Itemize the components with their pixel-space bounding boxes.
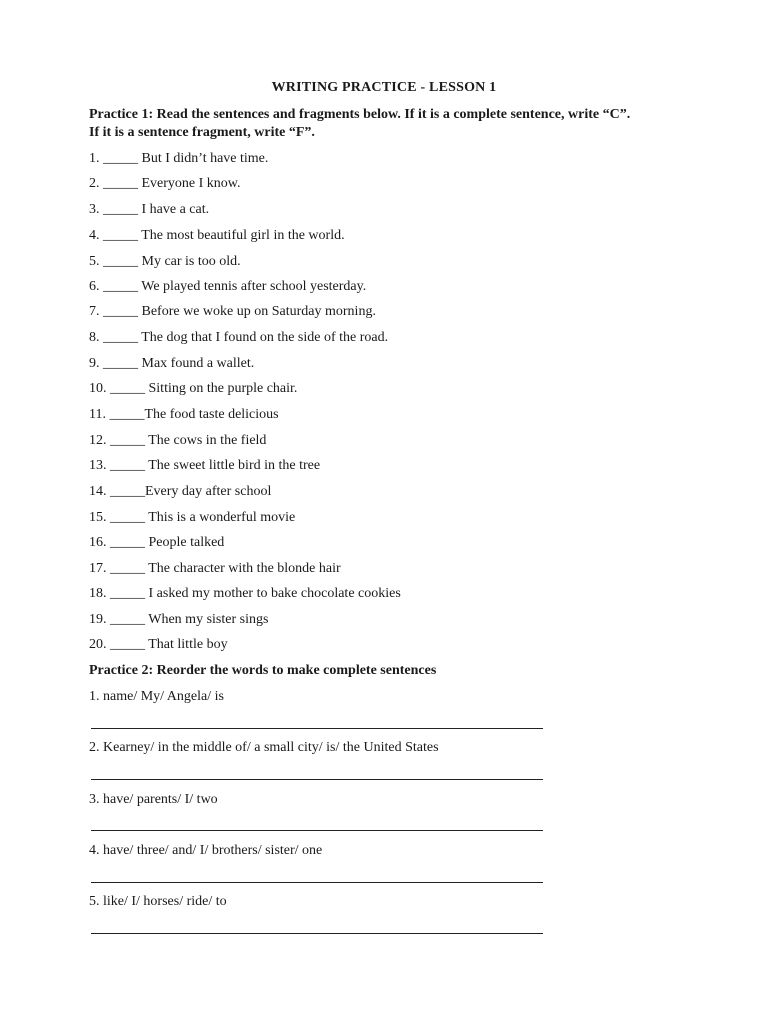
practice1-item: 12. _____ The cows in the field [89, 433, 267, 448]
practice1-item: 5. _____ My car is too old. [89, 254, 241, 269]
practice1-heading-line2: If it is a sentence fragment, write “F”. [89, 125, 315, 140]
page-title: WRITING PRACTICE - LESSON 1 [271, 80, 497, 95]
practice2-item: 3. have/ parents/ I/ two [89, 792, 218, 807]
practice1-item: 3. _____ I have a cat. [89, 202, 210, 217]
practice1-item: 8. _____ The dog that I found on the side of the road. [89, 330, 389, 345]
practice2-heading: Practice 2: Reorder the words to make complete sentences [89, 663, 437, 678]
practice1-item: 15. _____ This is a wonderful movie [89, 510, 296, 525]
answer-line [91, 728, 543, 729]
practice1-item: 13. _____ The sweet little bird in the tree [89, 458, 321, 473]
answer-line [91, 933, 543, 934]
practice1-item: 1. _____ But I didn’t have time. [89, 151, 269, 166]
practice1-item: 16. _____ People talked [89, 535, 225, 550]
practice2-item: 5. like/ I/ horses/ ride/ to [89, 894, 227, 909]
practice1-item: 17. _____ The character with the blonde hair [89, 561, 341, 576]
practice1-item: 10. _____ Sitting on the purple chair. [89, 381, 298, 396]
answer-line [91, 830, 543, 831]
practice1-item: 2. _____ Everyone I know. [89, 176, 241, 191]
answer-line [91, 882, 543, 883]
practice1-item: 20. _____ That little boy [89, 637, 228, 652]
practice1-item: 11. _____The food taste delicious [89, 407, 279, 422]
practice1-item: 6. _____ We played tennis after school yesterday. [89, 279, 367, 294]
practice1-item: 7. _____ Before we woke up on Saturday morning. [89, 304, 376, 319]
practice2-item: 4. have/ three/ and/ I/ brothers/ sister/ one [89, 843, 323, 858]
practice2-item: 2. Kearney/ in the middle of/ a small city/ is/ the United States [89, 740, 439, 755]
practice1-item: 14. _____Every day after school [89, 484, 272, 499]
practice1-item: 9. _____ Max found a wallet. [89, 356, 255, 371]
practice1-item: 4. _____ The most beautiful girl in the world. [89, 228, 345, 243]
practice1-item: 18. _____ I asked my mother to bake chocolate cookies [89, 586, 401, 601]
practice2-item: 1. name/ My/ Angela/ is [89, 689, 224, 704]
practice1-heading-line1: Practice 1: Read the sentences and fragments below. If it is a complete sentence, write “C”. [89, 107, 631, 122]
answer-line [91, 779, 543, 780]
practice1-item: 19. _____ When my sister sings [89, 612, 269, 627]
practice1-heading [89, 106, 689, 142]
